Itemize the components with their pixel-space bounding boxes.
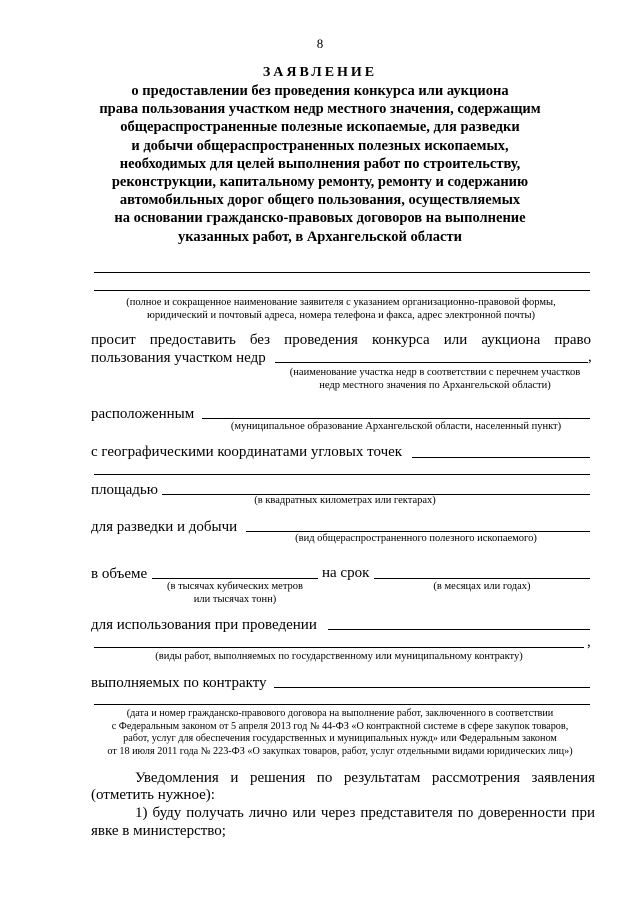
subsoil-plot-field[interactable] [275,362,588,363]
coordinates-label: с географическими координатами угловых точек [91,444,403,460]
contract-caption [70,708,610,758]
caption-line: (дата и номер гражданско-правового договора на выполнение работ, заключенного в соответствии [126,708,554,719]
usage-label: для использования при проведении [91,617,317,633]
caption-line: или тысячах тонн) [193,594,277,605]
term-label: на срок [322,565,370,581]
subsoil-plot-caption [280,366,590,392]
caption-line: с Федеральным законом от 5 апреля 2013 год № 44-ФЗ «О контрактной системе в сфере закупок товаров, [111,720,569,732]
request-comma: , [588,349,592,365]
notice-paragraph-continued: (отметить нужное): [91,787,215,803]
volume-caption [152,580,318,606]
subtitle-line: необходимых для целей выполнения работ по строительству, [119,155,521,172]
contract-field[interactable] [274,687,590,688]
request-text: просит предоставить без проведения конкурса или аукциона право [91,332,591,348]
applicant-caption [91,296,591,322]
caption-line: недр местного значения по Архангельской области) [319,380,551,391]
request-label: пользования участком недр [91,350,266,366]
caption-line: (наименование участка недр в соответствии с перечнем участков [289,367,581,378]
location-field[interactable] [202,418,590,419]
subtitle-line: общераспространенные полезные ископаемые, для разведки [120,119,520,136]
caption-line: от 18 июля 2011 года № 223-ФЗ «О закупках товаров, работ, услуг отдельными видами юридических лиц») [107,745,573,757]
caption-line: работ, услуг для обеспечения государственных и муниципальных нужд» или Федеральным законом [123,733,557,744]
subtitle-line: и добычи общераспространенных полезных ископаемых, [131,137,509,154]
applicant-name-field[interactable] [94,272,590,273]
coordinates-field[interactable] [412,457,590,458]
area-label: площадью [91,482,158,498]
contract-field-continued[interactable] [94,704,590,705]
usage-comma: , [587,634,591,650]
location-caption: (муниципальное образование Архангельской области, населенный пункт) [230,421,562,432]
usage-caption: (виды работ, выполняемых по государственному или муниципальному контракту) [155,651,523,662]
term-field[interactable] [374,578,590,579]
volume-label: в объеме [91,566,148,582]
caption-line: (в тысячах кубических метров [167,581,303,592]
notice-option-1-continued: явке в министерство; [91,823,226,839]
document-subtitle [70,82,570,246]
page-number: 8 [316,36,324,51]
caption-line: юридический и почтовый адреса, номера телефона и факса, адрес электронной почты) [146,310,536,321]
document-title: ЗАЯВЛЕНИЕ [262,65,378,80]
contract-label: выполняемых по контракту [91,675,267,691]
exploration-label: для разведки и добычи [91,519,238,535]
mineral-type-caption: (вид общераспространенного полезного ископаемого) [295,533,537,544]
volume-field[interactable] [152,578,318,579]
usage-field[interactable] [328,629,590,630]
term-caption: (в месяцах или годах) [433,581,531,592]
applicant-address-field[interactable] [94,290,590,291]
usage-field-continued[interactable] [94,647,584,648]
subtitle-line: о предоставлении без проведения конкурса или аукциона [131,83,509,99]
subtitle-line: на основании гражданско-правовых договоров на выполнение [114,210,526,227]
coordinates-field-continued[interactable] [94,474,590,475]
located-label: расположенным [91,406,195,422]
area-caption: (в квадратных километрах или гектарах) [254,495,436,506]
caption-line: (полное и сокращенное наименование заявителя с указанием организационно-правовой формы, [126,297,556,308]
subtitle-line: автомобильных дорог общего пользования, осуществляемых [119,192,521,209]
notice-paragraph: Уведомления и решения по результатам рассмотрения заявления [135,770,595,786]
subtitle-line: реконструкции, капитальному ремонту, ремонту и содержанию [111,174,529,191]
subtitle-line: указанных работ, в Архангельской области [178,228,462,245]
subtitle-line: права пользования участком недр местного значения, содержащим [99,101,541,118]
notice-option-1: 1) буду получать лично или через представителя по доверенности при [135,805,595,821]
